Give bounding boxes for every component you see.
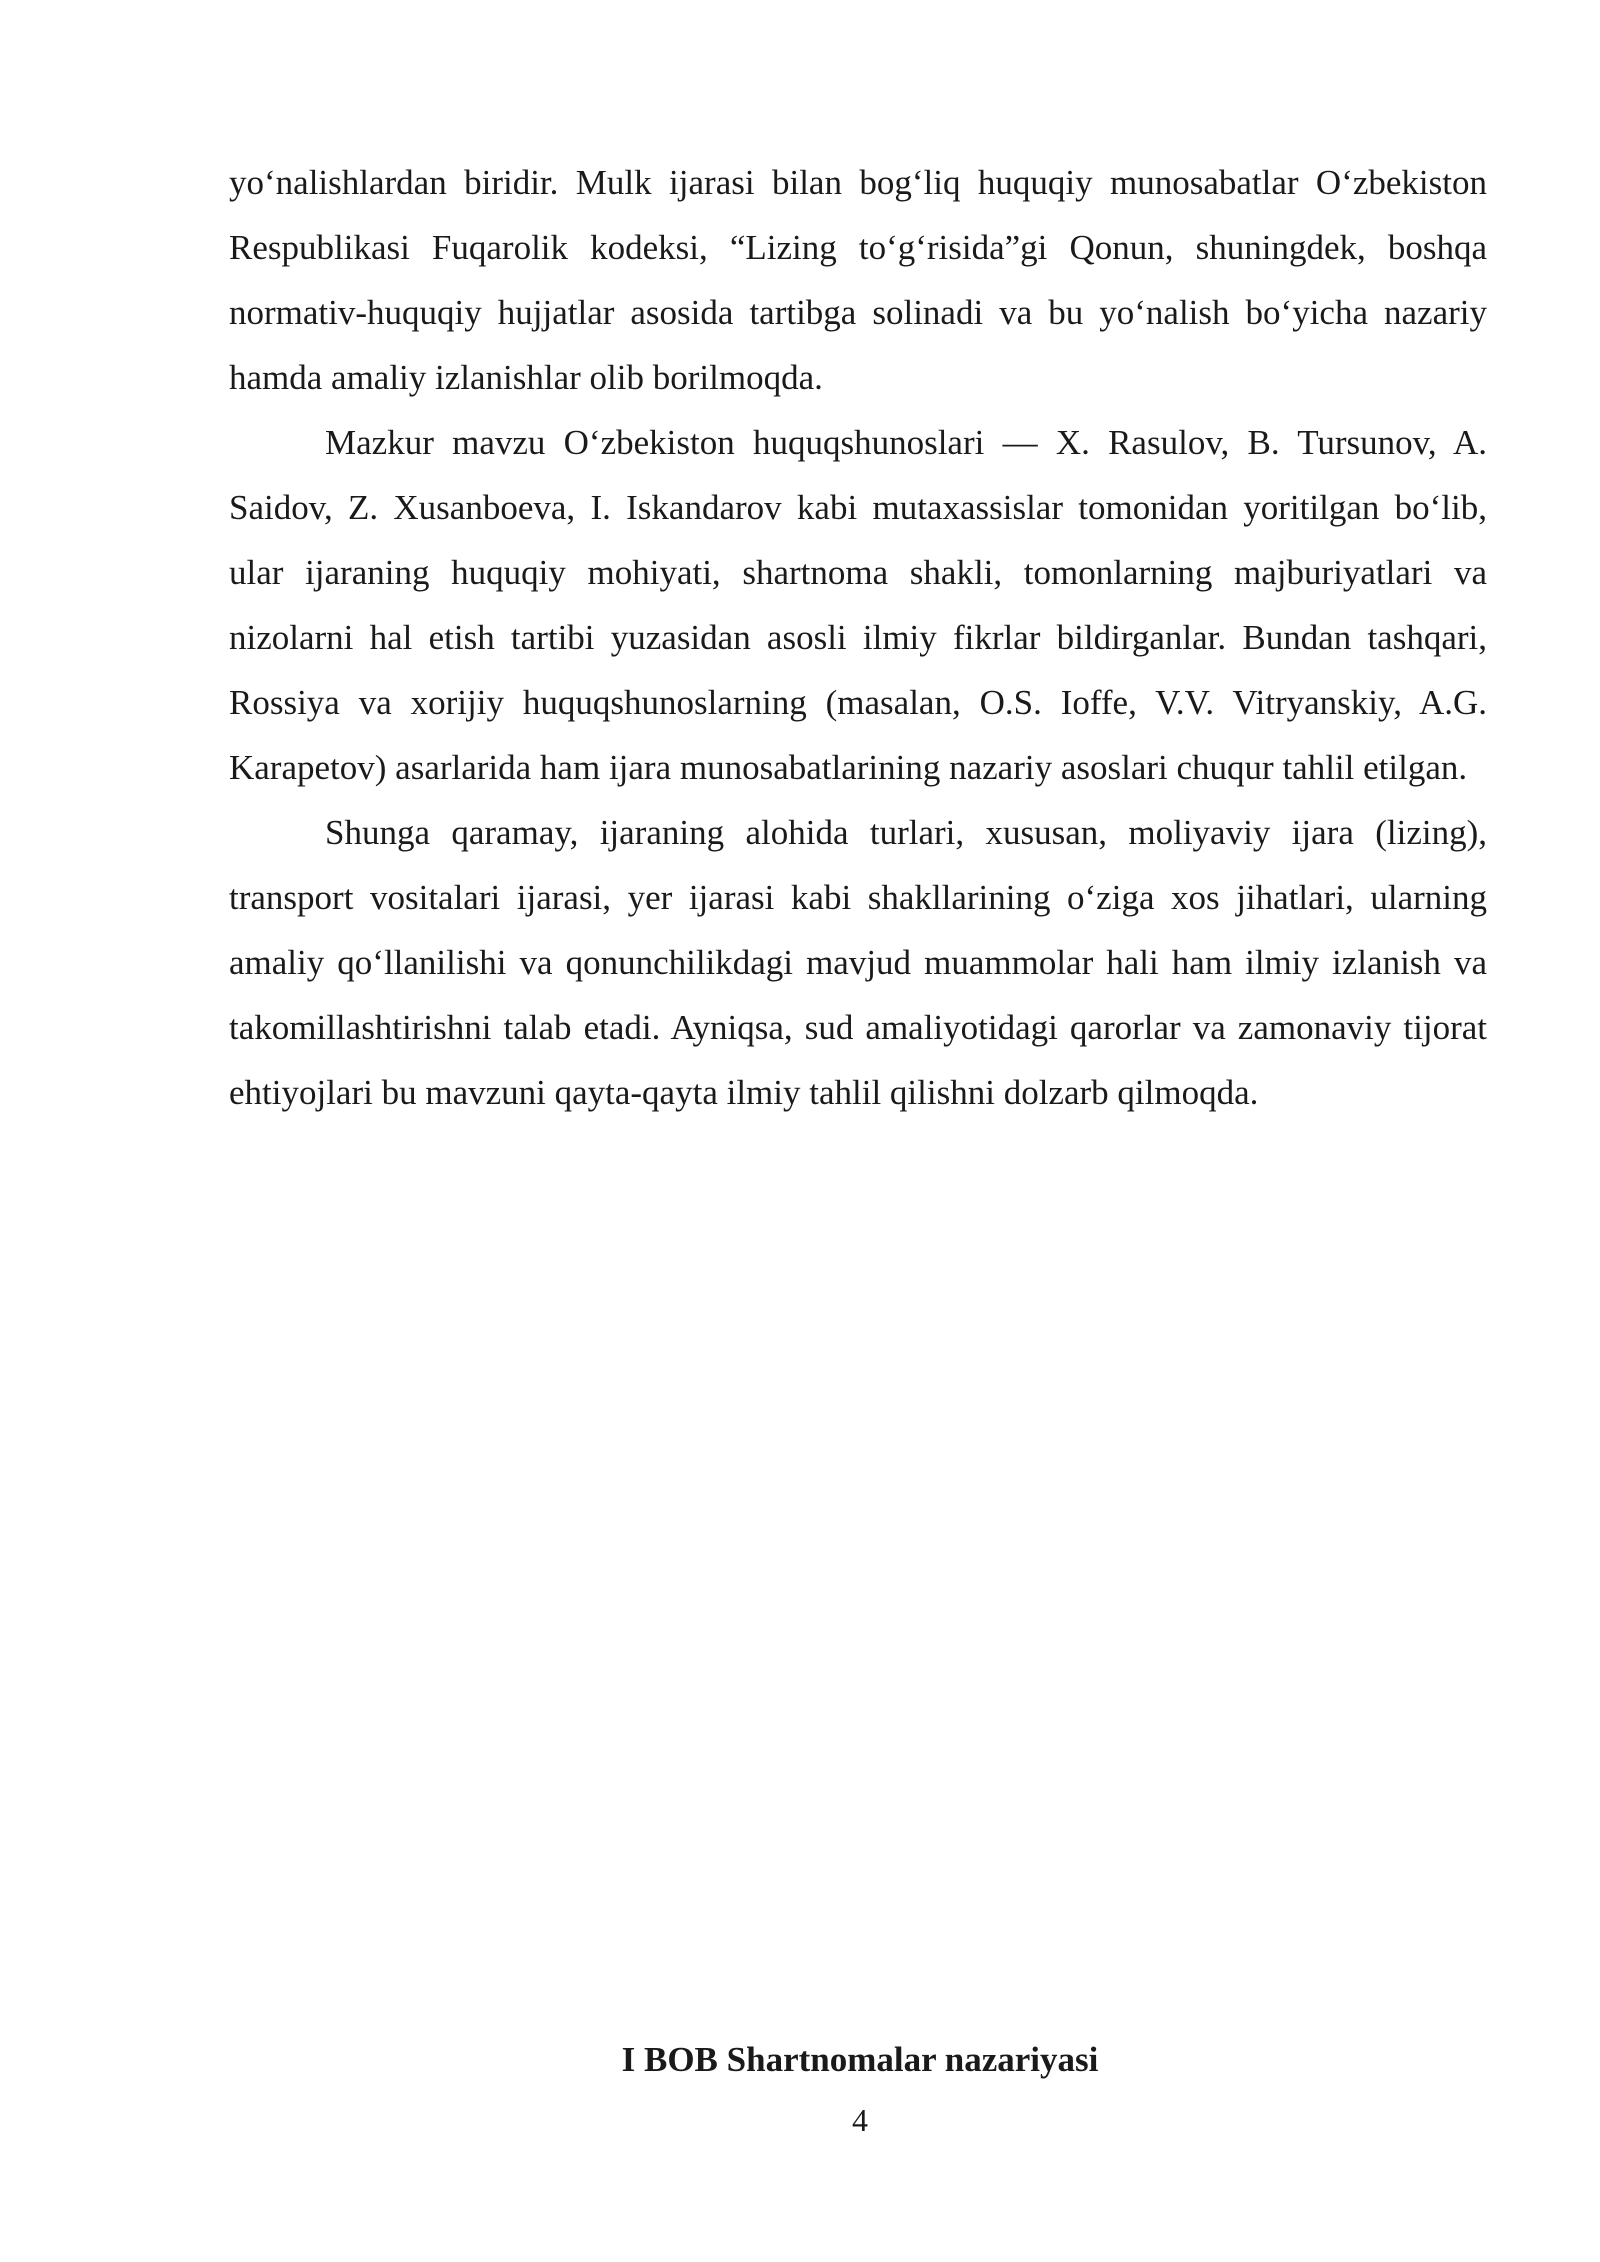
- page-number: 4: [852, 2102, 868, 2138]
- chapter-title: I BOB Shartnomalar nazariyasi: [621, 2040, 1099, 2079]
- paragraph-relevance: Shunga qaramay, ijaraning alohida turlari, xususan, moliyaviy ijara (lizing), transport vositalari ijarasi, yer ijarasi kabi shakllarining o‘ziga xos jihatlari, ularning amaliy qo‘llanilishi va qonunchilikdagi mavjud muammolar hali ham ilmiy izlanish va takomillashtirishni talab etadi. Ayniqsa, sud amaliyotidagi qarorlar va zamonaviy tijorat ehtiyojlari bu mavzuni qayta-qayta ilmiy tahlil qilishni dolzarb qilmoqda.: [229, 813, 1487, 1112]
- paragraph-researchers: Mazkur mavzu O‘zbekiston huquqshunoslari — X. Rasulov, B. Tursunov, A. Saidov, Z. Xusanboeva, I. Iskandarov kabi mutaxassislar tomonidan yoritilgan bo‘lib, ular ijaraning huquqiy mohiyati, shartnoma shakli, tomonlarning majburiyatlari va nizolarni hal etish tartibi yuzasidan asosli ilmiy fikrlar bildirganlar. Bundan tashqari, Rossiya va xorijiy huquqshunoslarning (masalan, O.S. Ioffe, V.V. Vitryanskiy, A.G. Karapetov) asarlarida ham ijara munosabatlarining nazariy asoslari chuqur tahlil etilgan.: [229, 423, 1487, 787]
- body-text: [229, 150, 1487, 1125]
- paragraph-continuation: yo‘nalishlardan biridir. Mulk ijarasi bilan bog‘liq huquqiy munosabatlar O‘zbekiston Respublikasi Fuqarolik kodeksi, “Lizing to‘g‘risida”gi Qonun, shuningdek, boshqa normativ-huquqiy hujjatlar asosida tartibga solinadi va bu yo‘nalish bo‘yicha nazariy hamda amaliy izlanishlar olib borilmoqda.: [229, 163, 1487, 397]
